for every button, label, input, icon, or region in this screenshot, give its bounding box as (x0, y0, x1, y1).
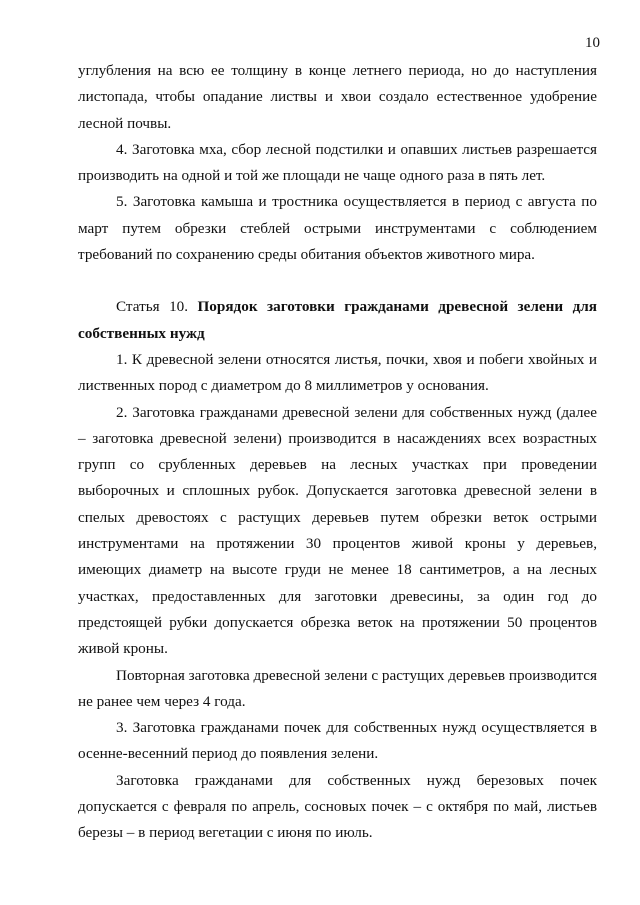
document-body (78, 58, 597, 847)
article-number: Статья 10. (116, 298, 189, 316)
article-title: Порядок заготовки гражданами древесной зелени для собственных нужд (78, 298, 597, 342)
article-heading (78, 294, 597, 347)
paragraph-buds-schedule: Заготовка гражданами для собственных нужд березовых почек допускается с февраля по апрель, сосновых почек – с октября по май, листьев березы – в период вегетации с июня по июль. (78, 771, 597, 842)
paragraph-repeat-harvest: Повторная заготовка древесной зелени с растущих деревьев производится не ранее чем через 4 года. (78, 666, 597, 710)
page-number: 10 (585, 35, 600, 51)
paragraph-item-5: 5. Заготовка камыша и тростника осуществляется в период с августа по март путем обрезки стеблей острыми инструментами с соблюдением требований по сохранению среды обитания объектов животного мира. (78, 193, 597, 264)
paragraph-item-3: 3. Заготовка гражданами почек для собственных нужд осуществляется в осенне-весенний период до появления зелени. (78, 719, 597, 763)
paragraph-item-4: 4. Заготовка мха, сбор лесной подстилки и опавших листьев разрешается производить на одной и той же площади не чаще одного раза в пять лет. (78, 140, 597, 185)
paragraph-continuation: углубления на всю ее толщину в конце летнего периода, но до наступления листопада, чтобы опадание листвы и хвои создало естественное удобрение лесной почвы. (78, 62, 597, 132)
paragraph-item-1: 1. К древесной зелени относятся листья, почки, хвоя и побеги хвойных и лиственных пород с диаметром до 8 миллиметров у основания. (78, 350, 597, 395)
paragraph-item-2: 2. Заготовка гражданами древесной зелени для собственных нужд (далее – заготовка древесной зелени) производится в насаждениях всех возрастных групп со срубленных деревьев на лесных участках при проведении выборочных и сплошных рубок. Допускается заготовка древесной зелени в спелых древостоях с растущих деревьев путем обрезки веток острыми инструментами на протяжении 30 процентов живой кроны у деревьев, имеющих диаметр на высоте груди не менее 18 сантиметров, а на лесных участках, предоставленных для заготовки древесины, за один год до предстоящей рубки допускается обрезка веток на протяжении 50 процентов живой кроны. (78, 403, 597, 658)
